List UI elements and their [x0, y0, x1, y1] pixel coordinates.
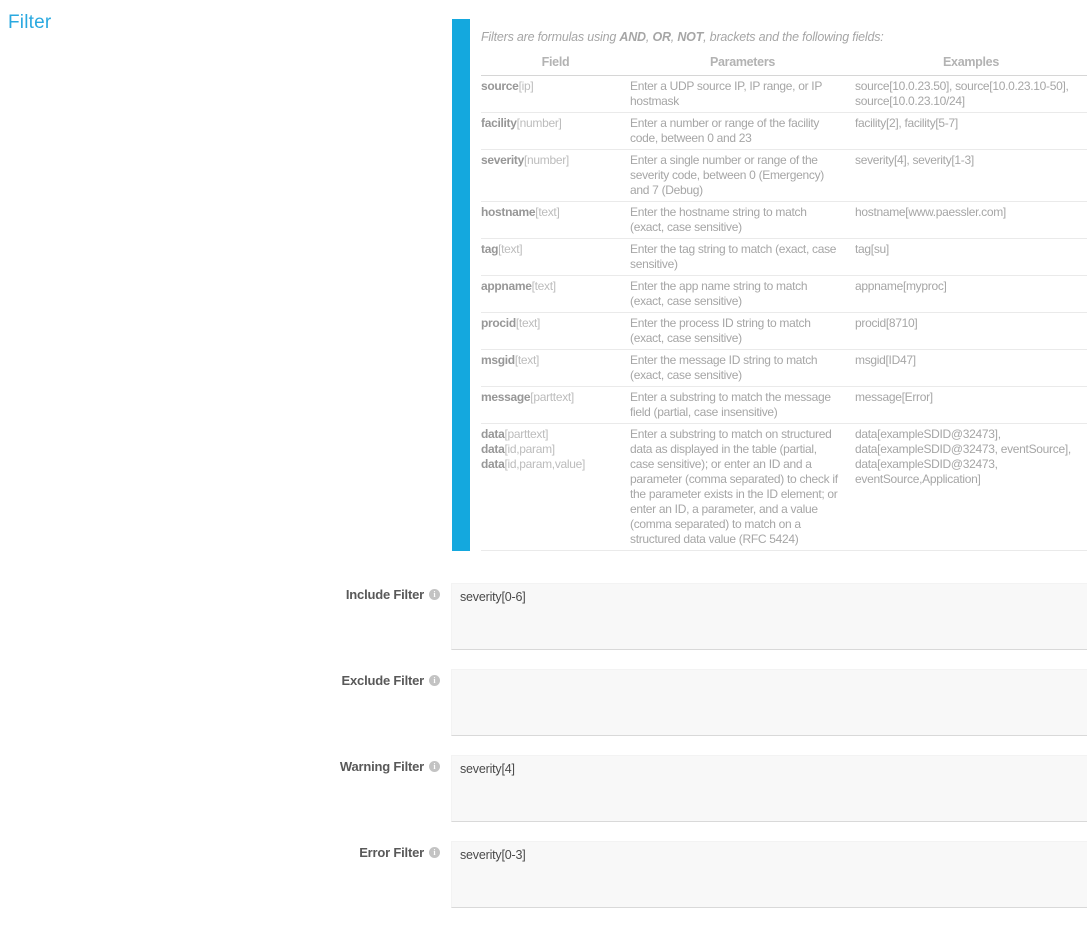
- field-bracket: [id,param]: [504, 442, 555, 456]
- field-cell: [481, 76, 630, 113]
- column-header-examples: Examples: [855, 52, 1087, 76]
- field-name: msgid: [481, 353, 515, 367]
- field-name: data: [481, 442, 505, 456]
- field-name: severity: [481, 153, 524, 167]
- field-cell: [481, 239, 630, 276]
- column-header-field: Field: [481, 52, 630, 76]
- examples-cell: message[Error]: [855, 387, 1087, 424]
- field-cell: [481, 150, 630, 202]
- info-icon[interactable]: i: [429, 675, 440, 686]
- table-row: [481, 313, 1087, 350]
- info-icon[interactable]: i: [429, 589, 440, 600]
- field-cell: [481, 350, 630, 387]
- page-title: Filter: [8, 12, 52, 33]
- filter-fields-table: [481, 52, 1087, 551]
- table-row: [481, 150, 1087, 202]
- table-row: [481, 276, 1087, 313]
- table-row: [481, 239, 1087, 276]
- parameters-cell: Enter a substring to match on structured data as displayed in the table (partial, case sensitive); or enter an ID and a parameter (comma separated) to check if the parameter exists in the ID element; or enter an ID, a parameter, and a value (comma separated) to match on a structured data value (RFC 5424): [630, 424, 855, 551]
- field-bracket: [text]: [535, 205, 560, 219]
- examples-cell: tag[su]: [855, 239, 1087, 276]
- field-cell: [481, 424, 630, 551]
- field-bracket: [text]: [531, 279, 556, 293]
- table-row: [481, 202, 1087, 239]
- filter-form: [0, 583, 1087, 927]
- examples-cell: source[10.0.23.50], source[10.0.23.10-50], source[10.0.23.10/24]: [855, 76, 1087, 113]
- intro-keyword: OR: [652, 30, 671, 44]
- intro-text-segment: , brackets and the following fields:: [703, 30, 884, 44]
- table-row: [481, 387, 1087, 424]
- parameters-cell: Enter a number or range of the facility code, between 0 and 23: [630, 113, 855, 150]
- field-cell: [481, 113, 630, 150]
- field-bracket: [ip]: [518, 79, 534, 93]
- field-name: data: [481, 457, 505, 471]
- warning-filter-row: [0, 755, 1087, 822]
- intro-keyword: AND: [619, 30, 646, 44]
- field-cell: [481, 387, 630, 424]
- parameters-cell: Enter the process ID string to match (exact, case sensitive): [630, 313, 855, 350]
- intro-text-segment: ,: [645, 30, 653, 44]
- error-filter-row: [0, 841, 1087, 908]
- field-cell: [481, 202, 630, 239]
- field-name: appname: [481, 279, 532, 293]
- filter-help-section: [452, 19, 1087, 551]
- examples-cell: facility[2], facility[5-7]: [855, 113, 1087, 150]
- field-bracket: [id,param,value]: [504, 457, 586, 471]
- warning-filter-label-text: Warning Filter: [339, 759, 424, 774]
- error-filter-label: [0, 841, 440, 908]
- exclude-filter-row: [0, 669, 1087, 736]
- field-name: facility: [481, 116, 517, 130]
- parameters-cell: Enter a single number or range of the severity code, between 0 (Emergency) and 7 (Debug): [630, 150, 855, 202]
- field-name: hostname: [481, 205, 536, 219]
- examples-cell: appname[myproc]: [855, 276, 1087, 313]
- error-filter-label-text: Error Filter: [359, 845, 424, 860]
- info-icon[interactable]: i: [429, 761, 440, 772]
- table-row: [481, 350, 1087, 387]
- parameters-cell: Enter the tag string to match (exact, case sensitive): [630, 239, 855, 276]
- parameters-cell: Enter a UDP source IP, IP range, or IP hostmask: [630, 76, 855, 113]
- include-filter-label: [0, 583, 440, 650]
- include-filter-label-text: Include Filter: [345, 587, 424, 602]
- field-name: data: [481, 427, 505, 441]
- field-bracket: [text]: [498, 242, 523, 256]
- intro-text-segment: ,: [670, 30, 678, 44]
- error-filter-input[interactable]: [451, 841, 1087, 908]
- accent-bar: [452, 19, 470, 551]
- field-bracket: [number]: [523, 153, 569, 167]
- exclude-filter-input[interactable]: [451, 669, 1087, 736]
- intro-text-segment: Filters are formulas using: [481, 30, 620, 44]
- exclude-filter-label: [0, 669, 440, 736]
- field-name: procid: [481, 316, 516, 330]
- column-header-parameters: Parameters: [630, 52, 855, 76]
- include-filter-row: [0, 583, 1087, 650]
- field-cell: [481, 276, 630, 313]
- filter-help-content: [481, 19, 1087, 551]
- parameters-cell: Enter the hostname string to match (exact, case sensitive): [630, 202, 855, 239]
- field-name: source: [481, 79, 519, 93]
- parameters-cell: Enter a substring to match the message field (partial, case insensitive): [630, 387, 855, 424]
- field-bracket: [parttext]: [504, 427, 549, 441]
- examples-cell: data[exampleSDID@32473], data[exampleSDID@32473, eventSource], data[exampleSDID@32473, eventSource,Application]: [855, 424, 1087, 551]
- field-name: tag: [481, 242, 499, 256]
- parameters-cell: Enter the app name string to match (exact, case sensitive): [630, 276, 855, 313]
- table-header-row: [481, 52, 1087, 76]
- intro-keyword: NOT: [677, 30, 704, 44]
- filter-intro-text: [481, 30, 1087, 45]
- parameters-cell: Enter the message ID string to match (exact, case sensitive): [630, 350, 855, 387]
- field-bracket: [text]: [514, 353, 540, 367]
- field-name: message: [481, 390, 531, 404]
- field-bracket: [parttext]: [530, 390, 574, 404]
- table-row: [481, 113, 1087, 150]
- field-bracket: [text]: [515, 316, 541, 330]
- examples-cell: hostname[www.paessler.com]: [855, 202, 1087, 239]
- table-body: [481, 76, 1087, 551]
- table-row: [481, 76, 1087, 113]
- warning-filter-input[interactable]: [451, 755, 1087, 822]
- info-icon[interactable]: i: [429, 847, 440, 858]
- examples-cell: severity[4], severity[1-3]: [855, 150, 1087, 202]
- field-cell: [481, 313, 630, 350]
- examples-cell: procid[8710]: [855, 313, 1087, 350]
- include-filter-input[interactable]: [451, 583, 1087, 650]
- examples-cell: msgid[ID47]: [855, 350, 1087, 387]
- exclude-filter-label-text: Exclude Filter: [341, 673, 424, 688]
- warning-filter-label: [0, 755, 440, 822]
- field-bracket: [number]: [516, 116, 562, 130]
- table-row: [481, 424, 1087, 551]
